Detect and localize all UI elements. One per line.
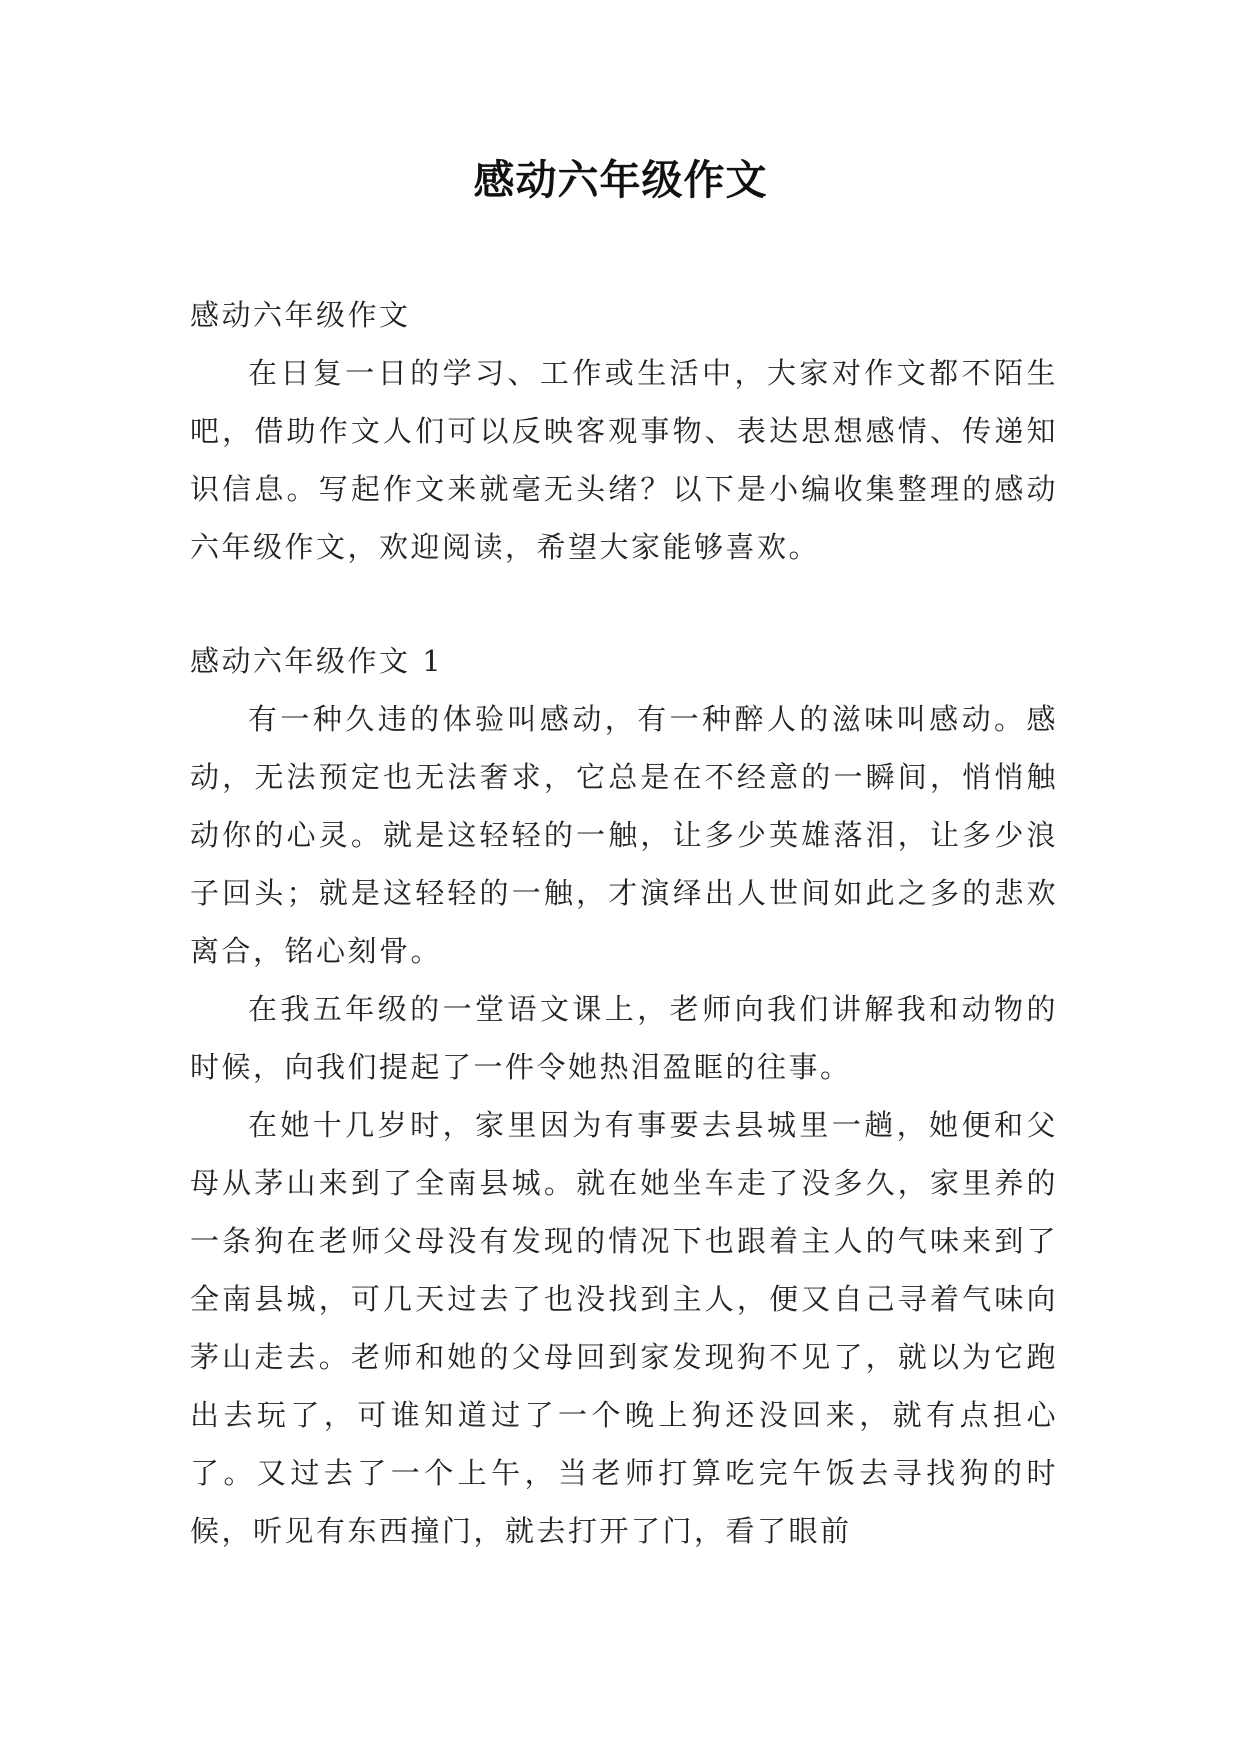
intro-heading: 感动六年级作文 (190, 298, 411, 332)
essay-section-1 (190, 632, 1058, 1560)
intro-block (190, 286, 1058, 576)
section-heading: 感动六年级作文 1 (190, 644, 444, 678)
section-paragraph-2: 在我五年级的一堂语文课上，老师向我们讲解我和动物的时候，向我们提起了一件令她热泪盈眶的往事。 (190, 992, 1058, 1084)
page-title: 感动六年级作文 (473, 156, 768, 204)
section-paragraph-1: 有一种久违的体验叫感动，有一种醉人的滋味叫感动。感动，无法预定也无法奢求，它总是在不经意的一瞬间，悄悄触动你的心灵。就是这轻轻的一触，让多少英雄落泪，让多少浪子回头；就是这轻轻的一触，才演绎出人世间如此之多的悲欢离合，铭心刻骨。 (190, 702, 1058, 968)
intro-paragraph: 在日复一日的学习、工作或生活中，大家对作文都不陌生吧，借助作文人们可以反映客观事物、表达思想感情、传递知识信息。写起作文来就毫无头绪？以下是小编收集整理的感动六年级作文，欢迎阅读，希望大家能够喜欢。 (190, 356, 1058, 564)
section-paragraph-3: 在她十几岁时，家里因为有事要去县城里一趟，她便和父母从茅山来到了全南县城。就在她坐车走了没多久，家里养的一条狗在老师父母没有发现的情况下也跟着主人的气味来到了全南县城，可几天过去了也没找到主人，便又自己寻着气味向茅山走去。老师和她的父母回到家发现狗不见了，就以为它跑出去玩了，可谁知道过了一个晚上狗还没回来，就有点担心了。又过去了一个上午，当老师打算吃完午饭去寻找狗的时候，听见有东西撞门，就去打开了门，看了眼前 (190, 1108, 1058, 1548)
